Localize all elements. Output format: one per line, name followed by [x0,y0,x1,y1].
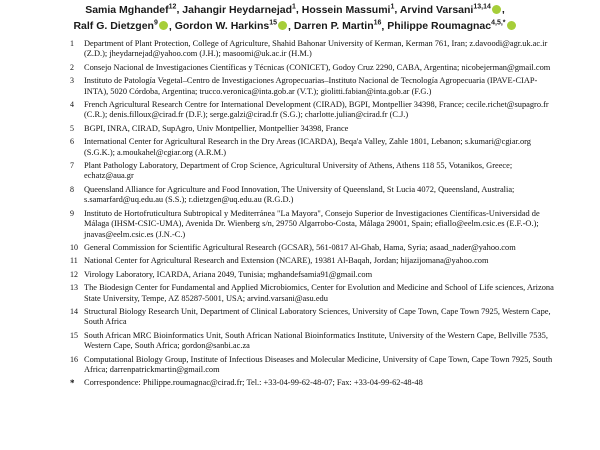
affiliation-item [70,283,560,304]
author-affiliation-sup: 15 [269,19,278,27]
author-name: Philippe Roumagnac [387,20,492,32]
affiliation-text: General Commission for Scientific Agricultural Research (GCSAR), 561-0817 Al-Ghab, Hama, Syria; asaad_nader@yahoo.com [84,242,516,252]
affiliation-item [70,63,560,73]
affiliation-item [70,209,560,240]
correspondence-text: Correspondence: Philippe.roumagnac@cirad.fr; Tel.: +33-04-99-62-48-07; Fax: +33-04-99-62-48-48 [84,378,423,388]
orcid-icon[interactable] [159,21,168,30]
affiliation-item [70,137,560,158]
affiliation-number: 3 [70,76,74,86]
affiliation-number: 2 [70,62,74,72]
affiliation-item [70,307,560,328]
author-list [30,0,560,33]
author-affiliation-sup: 12 [168,3,177,10]
affiliation-list [70,39,560,389]
orcid-icon[interactable] [507,21,516,30]
affiliation-text: Instituto de Patología Vegetal–Centro de Investigaciones Agropecuarias–Instituto Nacional de Tecnología Agropecuaria (IPAVE-CIAP-INTA), 5020 Córdoba, Argentina; trucco.veronica@inta.gob.ar (V.T.); giolitti.fabian@inta.gob.ar (F.G.) [84,76,538,96]
affiliation-item [70,39,560,60]
author-affiliation-sup: 13,14 [473,3,491,10]
affiliation-text: International Center for Agricultural Research in the Dry Areas (ICARDA), Beqa'a Valley, Zahle 1801, Lebanon; s.kumari@cgiar.org (S.G.K.); a.moukahel@cgiar.org (A.R.M.) [84,137,531,157]
author-name: Jahangir Heydarnejad [182,3,292,16]
author-affiliation-sup: 16 [373,19,382,27]
author-affiliation-sup: 1 [292,3,296,10]
author [175,20,288,32]
author [294,20,382,32]
affiliation-number: 6 [70,137,74,147]
affiliation-text: Consejo Nacional de Investigaciones Científicas y Técnicas (CONICET), Godoy Cruz 2290, CABA, Argentina; nicobejerman@gmail.com [84,62,551,72]
affiliation-item [70,270,560,280]
affiliation-number: 13 [70,283,78,293]
correspondence-marker: * [70,378,75,389]
correspondence-item [70,378,560,388]
author-line-1: Samia Mghandef$^{12}$, Jahangir Heydarnejad$^1$, Hossein Massumi$^1$, Arvind Varsani$^{13,14}$ , [85,3,505,16]
affiliation-text: Department of Plant Protection, College of Agriculture, Shahid Bahonar University of Kerman, Kerman 761, Iran; z.davoodi@agr.uk.ac.ir (Z.D.); jheydarnejad@yahoo.com (J.H.); masoomi@uk.ac.ir (H.M.) [84,39,548,59]
affiliation-item [70,161,560,182]
affiliation-text: South African MRC Bioinformatics Unit, South African National Bioinformatics Institute, University of the Western Cape, Bellville 7535, Western Cape, South Africa; gordon@sanbi.ac.za [84,330,548,351]
author [73,20,168,32]
affiliation-number: 12 [70,269,78,279]
author-name: Darren P. Martin [293,20,374,32]
author-name: Samia Mghandef [85,3,169,16]
author [302,4,395,16]
author [182,4,296,16]
affiliation-number: 16 [70,354,78,364]
affiliation-item [70,243,560,253]
affiliation-text: Structural Biology Research Unit, Department of Clinical Laboratory Sciences, University of Cape Town, Cape Town 7925, Western Cape, South Africa [84,306,551,327]
affiliation-text: Plant Pathology Laboratory, Department of Crop Science, Agricultural University of Athens, Athens 118 55, Votanikos, Greece; echatz@aua.gr [84,161,513,181]
author-affiliation-sup: 9 [153,19,158,27]
affiliation-text: National Center for Agricultural Research and Extension (NCARE), 19381 Al-Baqah, Jordan; hijazijomana@yahoo.com [84,256,489,266]
affiliation-item [70,256,560,266]
affiliation-number: 10 [70,242,78,252]
affiliation-item [70,100,560,121]
orcid-icon[interactable] [492,5,501,14]
author-name: Arvind Varsani [399,3,474,16]
affiliation-text: BGPI, INRA, CIRAD, SupAgro, Univ Montpellier, Montpellier 34398, France [84,123,349,133]
author-affiliation-sup: 4,5,* [491,19,506,27]
affiliation-number: 9 [70,208,74,218]
affiliation-number: 5 [70,123,74,133]
orcid-icon[interactable] [278,21,287,30]
affiliation-item [70,331,560,352]
author-name: Hossein Massumi [301,3,391,16]
affiliation-text: French Agricultural Research Centre for International Development (CIRAD), BGPI, Montpellier 34398, France; cecile.richet@supagro.fr (C.R.); denis.filloux@cirad.fr (D.F.); serge.galzi@cirad.fr (S.G.); charlotte.julian@cirad.fr (C.J.) [84,100,549,120]
affiliation-number: 14 [70,306,78,316]
affiliation-text: Queensland Alliance for Agriculture and Food Innovation, The University of Queensland, St Lucia 4072, Queensland, Australia; s.samarfard@uq.edu.au (S.S.); r.dietzgen@uq.edu.au (R.G.D.) [84,184,515,205]
affiliation-number: 4 [70,100,74,110]
author-line-2: Ralf G. Dietzgen$^9$ , Gordon W. Harkins$^{15}$ , Darren P. Martin$^{16}$, Philippe Roumagnac$^{4,5,*}$ [30,17,560,34]
affiliation-text: The Biodesign Center for Fundamental and Applied Microbiomics, Center for Evolution and Medicine and School of Life sciences, Arizona State University, Tempe, AZ 85287-5001, USA; arvind.varsani@asu.edu [84,283,554,303]
author [387,20,516,32]
affiliation-number: 1 [70,39,74,48]
affiliation-number: 11 [70,256,78,266]
affiliation-text: Computational Biology Group, Institute of Infectious Diseases and Molecular Medicine, University of Cape Town, Cape Town 7925, South Africa; darrenpatrickmartin@gmail.com [84,354,553,374]
affiliation-text: Virology Laboratory, ICARDA, Ariana 2049, Tunisia; mghandefsamia91@gmail.com [84,269,373,279]
author-name: Gordon W. Harkins [174,20,270,32]
affiliation-number: 8 [70,184,74,194]
author [400,4,502,16]
affiliation-item [70,185,560,206]
affiliation-item [70,76,560,97]
affiliation-text: Instituto de Hortofruticultura Subtropical y Mediterránea "La Mayora", Consejo Superior de Investigaciones Científicas-Universidad de Málaga (IHSM-CSIC-UMA), Avenida Dr. Wienberg s/n, 29750 Algarrobo-Costa, Málaga 29001, Spain; efiallo@eelm.csic.es (E.F.-O.); jnavas@eelm.csic.es (J.N.-C.) [84,208,540,239]
affiliation-number: 15 [70,330,78,340]
author-name: Ralf G. Dietzgen [73,20,154,32]
author [85,4,176,16]
author-affiliation-sup: 1 [390,3,395,10]
affiliation-item [70,355,560,376]
affiliation-item [70,124,560,134]
affiliation-number: 7 [70,161,74,171]
